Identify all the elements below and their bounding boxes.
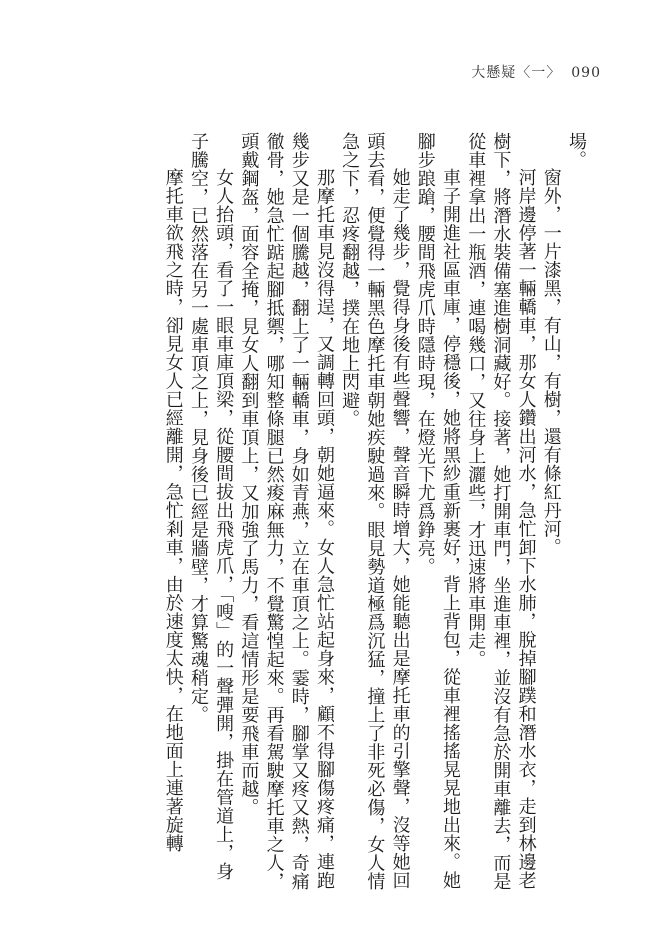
paragraph: 那摩托車見沒得逞，又調轉回頭，朝她逼來。女人急忙站起身來，顧不得腳傷疼痛，連跑幾步又是一個騰越，翻上了一輛轎車，身如青燕，立在車頂之上。霎時，腳掌又疼又熱，奇痛徹骨，她急忙踮起腳抵禦，哪知整條腿已然痠麻無力，不覺驚惶起來。再看駕駛摩托車之人，頭戴鋼盔，面容全掩，見女人翻到車頂上，又加強了馬力，看這情形是要飛車而越。 (238, 132, 335, 891)
paragraph: 窗外，一片漆黑，有山，有樹，還有條紅丹河。 (540, 168, 562, 557)
running-header (471, 62, 601, 82)
paragraph: 場。 (566, 132, 587, 169)
paragraph: 車子開進社區車庫，停穩後，她將黑紗重新裹好，背上背包，從車裡搖搖晃晃地出來。她腳步踉蹌，腰間飛虎爪時隱時現，在燈光下尤爲錚亮。 (414, 132, 461, 890)
paragraph: 她走了幾步，覺得身後有些聲響，聲音瞬時增大，她能聽出是摩托車的引擎聲，沒等她回頭去看，便覺得一輛黑色摩托車朝她疾駛過來。眼見勢道極爲沉猛，撞上了非死必傷，女人情急之下，忍疼翻越，撲在地上閃避。 (339, 132, 411, 891)
book-title: 大懸疑〈一〉 (471, 65, 562, 81)
paragraph: 女人抬頭，看了一眼車庫頂梁，從腰間拔出飛虎爪，「嗖」的一聲彈開，掛在管道上，身子騰空，已然落在另一處車頂之上，見身後已經是牆壁，才算驚魂稍定。 (187, 132, 235, 881)
page-number: 090 (571, 65, 601, 81)
paragraph: 河岸邊停著一輛轎車，那女人鑽出河水，急忙卸下水肺，脫掉腳蹼和潛水衣，走到林邊老樹下，將潛水裝備塞進樹洞藏好。接著，她打開車門，坐進車裡，並沒有急於開車離去，而是從車裡拿出一瓶酒，連喝幾口，又往身上灑些，才迅速將車開走。 (465, 132, 537, 891)
paragraph: 摩托車欲飛之時，卻見女人已經離開，急忙剎車，由於速度太快，在地面上連著旋轉 (162, 168, 184, 853)
vertical-text-body (69, 132, 589, 892)
